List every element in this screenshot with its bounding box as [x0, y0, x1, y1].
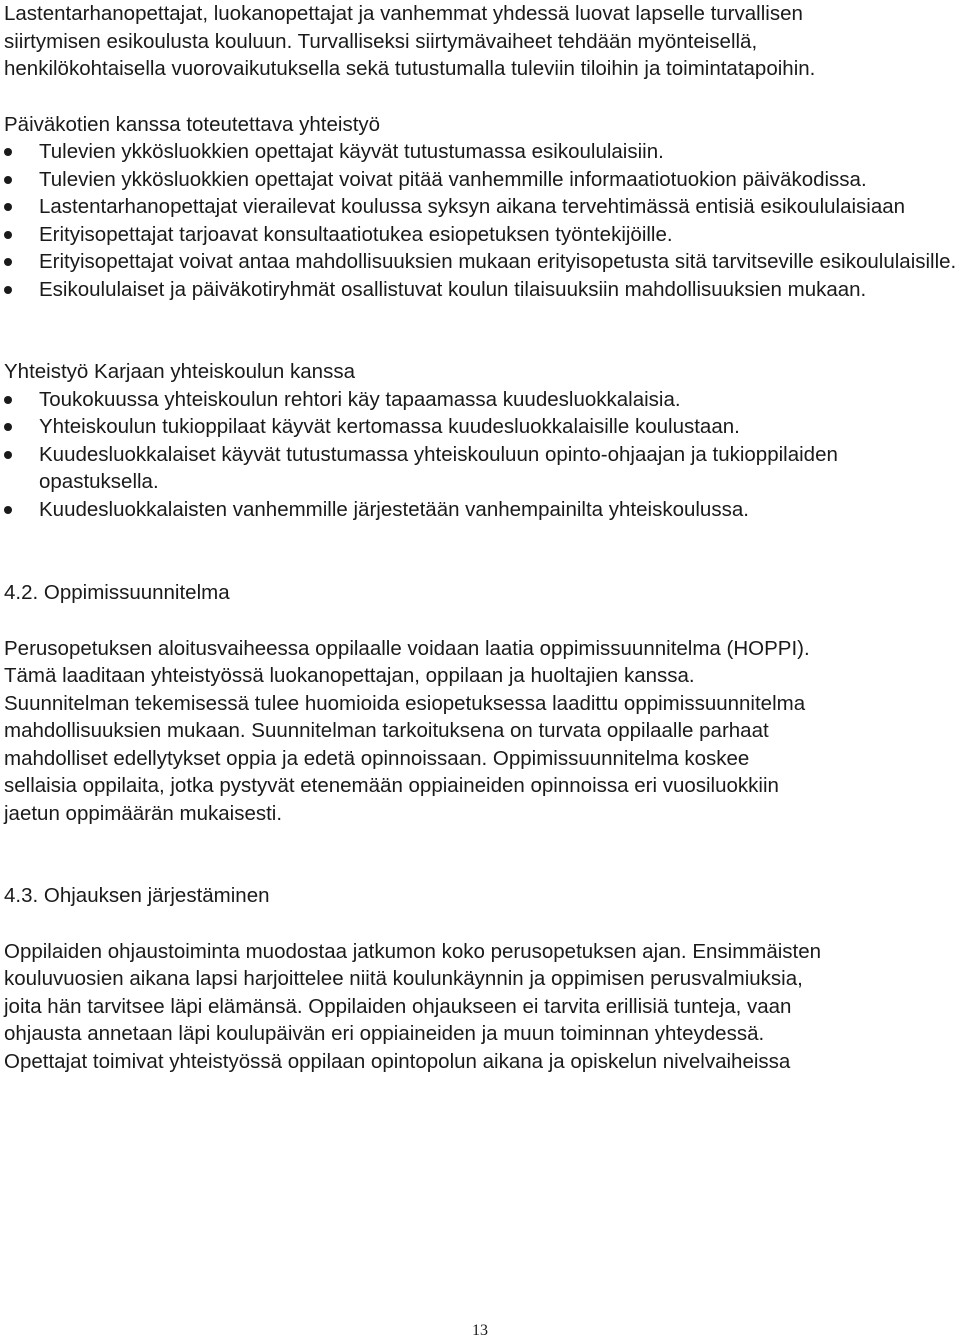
section-4-2-paragraph — [4, 635, 960, 828]
list-item: Esikoululaiset ja päiväkotiryhmät osallistuvat koulun tilaisuuksiin mahdollisuuksien mukaan. — [4, 276, 960, 304]
text-line: sellaisia oppilaita, jotka pystyvät etenemään oppiaineiden opinnoissa eri vuosiluokkiin — [4, 774, 779, 797]
list-item: Lastentarhanopettajat vierailevat koulussa syksyn aikana tervehtimässä entisiä esikoululaisiaan — [4, 193, 960, 221]
karjaa-bullet-list — [4, 386, 960, 524]
text-line: Perusopetuksen aloitusvaiheessa oppilaalle voidaan laatia oppimissuunnitelma (HOPPI). — [4, 636, 810, 660]
text-line: joita hän tarvitsee läpi elämänsä. Oppilaiden ohjaukseen ei tarvita erillisiä tunteja, vaan — [4, 994, 792, 1018]
karjaa-section-title: Yhteistyö Karjaan yhteiskoulun kanssa — [4, 360, 355, 383]
list-item: Erityisopettajat tarjoavat konsultaatiotukea esiopetuksen työntekijöille. — [4, 221, 960, 249]
list-item: Kuudesluokkalaisten vanhemmille järjestetään vanhempainilta yhteiskoulussa. — [4, 496, 960, 524]
text-line: Opettajat toimivat yhteistyössä oppilaan opintopolun aikana ja opiskelun nivelvaiheissa — [4, 1049, 791, 1073]
daycare-bullet-list — [4, 138, 960, 303]
document-page — [4, 0, 960, 1075]
section-4-3-title: 4.3. Ohjauksen järjestäminen — [4, 884, 270, 907]
text-line: siirtymisen esikoulusta kouluun. Turvalliseksi siirtymävaiheet tehdään myönteisellä, — [4, 29, 758, 53]
daycare-section-title: Päiväkotien kanssa toteutettava yhteistyö — [4, 112, 381, 136]
text-line: Oppilaiden ohjaustoiminta muodostaa jatkumon koko perusopetuksen ajan. Ensimmäisten — [4, 939, 822, 963]
page-number: 13 — [472, 1322, 488, 1339]
list-item: Kuudesluokkalaiset käyvät tutustumassa yhteiskouluun opinto-ohjaajan ja tukioppilaiden opastuksella. — [4, 441, 960, 496]
text-line: ohjausta annetaan läpi koulupäivän eri oppiaineiden ja muun toiminnan yhteydessä. — [4, 1022, 765, 1045]
text-line: Lastentarhanopettajat, luokanopettajat ja vanhemmat yhdessä luovat lapselle turvallisen — [4, 2, 803, 25]
list-item: Erityisopettajat voivat antaa mahdollisuuksien mukaan erityisopetusta sitä tarvitseville esikoululaisille. — [4, 248, 960, 276]
text-line: mahdolliset edellytykset oppia ja edetä opinnoissaan. Oppimissuunnitelma koskee — [4, 746, 750, 770]
list-item: Tulevien ykkösluokkien opettajat voivat pitää vanhemmille informaatiotuokion päiväkodissa. — [4, 166, 960, 194]
text-line: jaetun oppimäärän mukaisesti. — [4, 801, 283, 825]
text-line: kouluvuosien aikana lapsi harjoittelee niitä koulunkäynnin ja oppimisen perusvalmiuksia, — [4, 967, 803, 990]
section-4-3-paragraph — [4, 938, 960, 1076]
intro-paragraph — [4, 0, 960, 83]
list-item: Yhteiskoulun tukioppilaat käyvät kertomassa kuudesluokkalaisille koulustaan. — [4, 413, 960, 441]
text-line: Suunnitelman tekemisessä tulee huomioida esiopetuksessa laadittu oppimissuunnitelma — [4, 691, 806, 715]
text-line: Tämä laaditaan yhteistyössä luokanopettajan, oppilaan ja huoltajien kanssa. — [4, 664, 695, 687]
list-item: Tulevien ykkösluokkien opettajat käyvät tutustumassa esikoululaisiin. — [4, 138, 960, 166]
section-4-2-title: 4.2. Oppimissuunnitelma — [4, 581, 230, 604]
text-line: henkilökohtaisella vuorovaikutuksella sekä tutustumalla tuleviin tiloihin ja toimintatapoihin. — [4, 57, 816, 80]
list-item: Toukokuussa yhteiskoulun rehtori käy tapaamassa kuudesluokkalaisia. — [4, 386, 960, 414]
text-line: mahdollisuuksien mukaan. Suunnitelman tarkoituksena on turvata oppilaalle parhaat — [4, 719, 769, 742]
